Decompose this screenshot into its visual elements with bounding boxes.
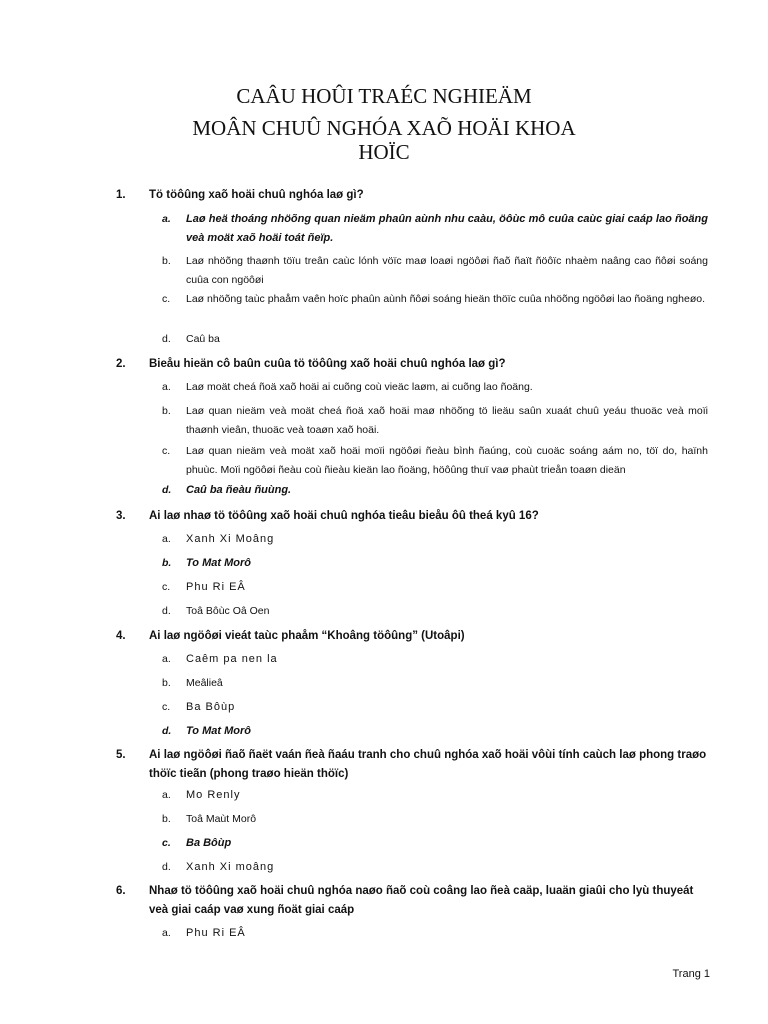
- option-2d: [162, 481, 708, 500]
- question-number: 1.: [116, 189, 126, 201]
- option-letter: a.: [162, 653, 171, 665]
- option-text: Caû ba ñeàu ñuùng.: [186, 484, 292, 496]
- question-4: [116, 627, 708, 646]
- question-5: [116, 746, 708, 784]
- question-number: 5.: [116, 749, 126, 761]
- option-letter: a.: [162, 533, 171, 545]
- option-letter: b.: [162, 405, 171, 417]
- option-3c: [162, 578, 708, 597]
- question-text: Ai laø nhaø tö töôûng xaõ hoäi chuû nghóa tieâu bieåu ôû theá kyû 16?: [149, 510, 539, 522]
- question-text: Ai laø ngöôøi ñaõ ñaët vaán ñeà ñaáu tranh cho chuû nghóa xaõ hoäi vôùi tính caùch laø phong traøo thöïc tieãn (phong traøo hieän thöïc): [149, 749, 707, 780]
- option-text: To Mat Morô: [186, 557, 251, 569]
- option-letter: d.: [162, 725, 172, 737]
- question-1: [116, 186, 708, 205]
- option-text: Caû ba: [186, 333, 220, 345]
- option-letter: a.: [162, 381, 171, 393]
- option-text: Mo Renly: [186, 789, 241, 801]
- question-number: 4.: [116, 630, 126, 642]
- option-letter: b.: [162, 677, 171, 689]
- option-6a: [162, 924, 708, 943]
- option-text: Caêm pa nen la: [186, 653, 278, 665]
- question-2: [116, 355, 708, 374]
- question-text: Tö töôûng xaõ hoäi chuû nghóa laø gì?: [149, 189, 364, 201]
- option-letter: c.: [162, 293, 171, 305]
- document-title-line-2: MOÂN CHUÛ NGHÓA XAÕ HOÄI KHOA: [192, 116, 576, 140]
- option-3a: [162, 530, 708, 549]
- option-letter: c.: [162, 581, 171, 593]
- option-letter: b.: [162, 255, 171, 267]
- option-letter: a.: [162, 927, 171, 939]
- option-letter: d.: [162, 605, 171, 617]
- page-number: Trang 1: [672, 968, 710, 980]
- option-text: Laø moät cheá ñoä xaõ hoäi ai cuõng coù vieäc laøm, ai cuõng lao ñoäng.: [186, 381, 533, 393]
- option-5b: [162, 810, 708, 829]
- option-text: Meâlieâ: [186, 677, 223, 689]
- option-text: Laø heä thoáng nhöõng quan nieäm phaûn aùnh nhu caàu, öôùc mô cuûa caùc giai caáp lao ñoäng veà moät xaõ hoäi toát ñeïp.: [186, 213, 708, 244]
- option-letter: c.: [162, 701, 171, 713]
- option-text: Toâ Maùt Morô: [186, 813, 257, 825]
- option-text: Phu Ri EÂ: [186, 581, 246, 593]
- question-number: 2.: [116, 358, 126, 370]
- option-4c: [162, 698, 708, 717]
- option-text: Laø quan nieäm veà moät cheá ñoä xaõ hoäi maø nhöõng tö lieäu saûn xuaát chuû yeáu thuoäc veà moïi thaønh vieân, thuoäc veà toaøn xaõ hoäi.: [186, 405, 708, 436]
- option-letter: d.: [162, 484, 172, 496]
- question-number: 6.: [116, 885, 126, 897]
- option-3b: [162, 554, 708, 573]
- option-5a: [162, 786, 708, 805]
- option-text: Ba Bôùp: [186, 837, 232, 849]
- option-text: Laø quan nieäm veà moät xaõ hoäi moïi ngöôøi ñeàu bình ñaúng, coù cuoäc soáng aám no, töï do, haïnh phuùc. Moïi ngöôøi ñeàu coù ñieàu kieän lao ñoäng, höôûng thuï vaø phaùt trieån toaøn dieän: [186, 445, 708, 476]
- option-letter: b.: [162, 813, 171, 825]
- question-text: Nhaø tö töôûng xaõ hoäi chuû nghóa naøo ñaõ coù coâng lao ñeà caäp, luaän giaûi cho lyù thuyeát veà giai caáp vaø xung ñoät giai caáp: [149, 885, 694, 916]
- option-letter: c.: [162, 445, 171, 457]
- option-5d: [162, 858, 708, 877]
- option-1b: [162, 252, 708, 290]
- question-number: 3.: [116, 510, 126, 522]
- option-text: Laø nhöõng thaønh töïu treân caùc lónh vöïc maø loaøi ngöôøi ñaõ ñaït ñöôïc nhaèm naâng cao ñôøi soáng cuûa con ngöôøi: [186, 255, 708, 286]
- question-6: [116, 882, 708, 920]
- question-text: Ai laø ngöôøi vieát taùc phaåm “Khoâng töôûng” (Utoâpi): [149, 630, 465, 642]
- question-3: [116, 507, 708, 526]
- option-letter: c.: [162, 837, 171, 849]
- option-4b: [162, 674, 708, 693]
- document-title-line-1: CAÂU HOÛI TRAÉC NGHIEÄM: [236, 84, 532, 108]
- option-text: Laø nhöõng taùc phaåm vaên hoïc phaûn aùnh ñôøi soáng hieän thöïc cuûa nhöõng ngöôøi lao ñoäng ngheøo.: [186, 293, 705, 305]
- option-letter: a.: [162, 789, 171, 801]
- option-text: Xanh Xi moâng: [186, 861, 275, 873]
- option-1c: [162, 290, 708, 309]
- question-text: Bieåu hieän cô baûn cuûa tö töôûng xaõ hoäi chuû nghóa laø gì?: [149, 358, 506, 370]
- option-2b: [162, 402, 708, 440]
- option-3d: [162, 602, 708, 621]
- option-text: Ba Bôùp: [186, 701, 236, 713]
- option-letter: d.: [162, 333, 171, 345]
- option-2a: [162, 378, 708, 397]
- option-4d: [162, 722, 708, 741]
- option-text: Toâ Bôùc Oâ Oen: [186, 605, 270, 617]
- option-4a: [162, 650, 708, 669]
- option-2c: [162, 442, 708, 480]
- option-text: Xanh Xi Moâng: [186, 533, 275, 545]
- option-text: Phu Ri EÂ: [186, 927, 246, 939]
- option-letter: a.: [162, 213, 171, 225]
- document-title-line-3: HOÏC: [358, 140, 410, 164]
- option-letter: d.: [162, 861, 171, 873]
- option-1d: [162, 330, 708, 349]
- option-5c: [162, 834, 708, 853]
- option-text: To Mat Morô: [186, 725, 251, 737]
- option-letter: b.: [162, 557, 172, 569]
- option-1a: [162, 210, 708, 248]
